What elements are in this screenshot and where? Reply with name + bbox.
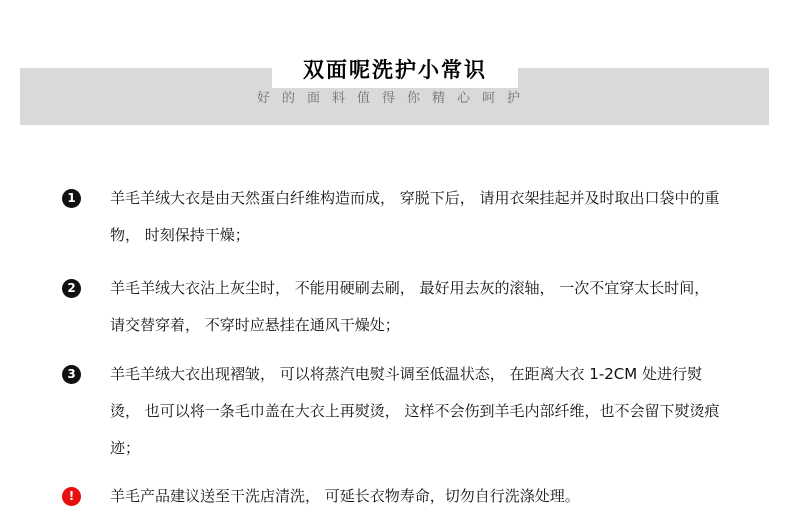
number-2-icon: 2: [62, 279, 81, 298]
care-tip-text: 羊毛产品建议送至干洗店清洗， 可延长衣物寿命，切勿自行洗涤处理。: [110, 487, 580, 505]
page-title: 双面呢洗护小常识: [303, 58, 487, 82]
care-tip-text: 羊毛羊绒大衣出现褶皱， 可以将蒸汽电熨斗调至低温状态， 在距离大衣 1-2CM 处进行熨烫， 也可以将一条毛巾盖在大衣上再熨烫， 这样不会伤到羊毛内部纤维，也不会留下熨烫痕迹；: [110, 365, 720, 457]
care-tip-text: 羊毛羊绒大衣是由天然蛋白纤维构造而成， 穿脱下后， 请用衣架挂起并及时取出口袋中的重物， 时刻保持干燥；: [110, 189, 720, 244]
exclamation-icon: !: [62, 487, 81, 506]
number-3-icon: 3: [62, 365, 81, 384]
number-1-icon: 1: [62, 189, 81, 208]
care-tip-text: 羊毛羊绒大衣沾上灰尘时， 不能用硬刷去刷， 最好用去灰的滚轴， 一次不宜穿太长时间， 请交替穿着， 不穿时应悬挂在通风干燥处；: [110, 279, 710, 334]
page-subtitle: 好的面料值得你精心呵护: [256, 91, 532, 106]
